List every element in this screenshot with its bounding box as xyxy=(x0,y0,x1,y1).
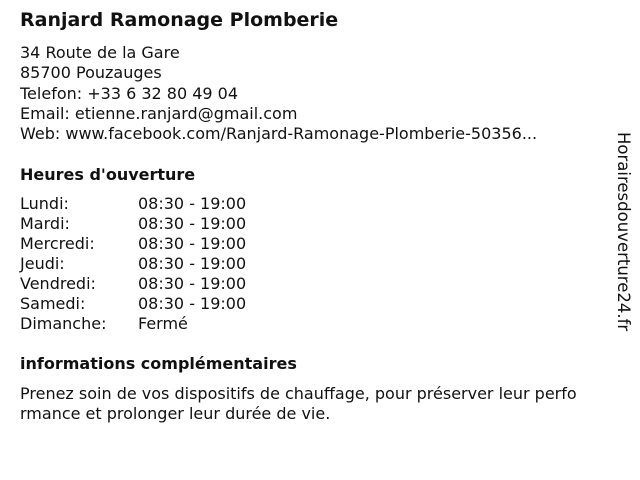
site-watermark xyxy=(613,132,635,346)
day-label: Lundi: xyxy=(20,194,69,213)
time-value: 08:30 - 19:00 xyxy=(138,234,247,253)
opening-hours-heading: Heures d'ouverture xyxy=(20,165,196,184)
hours-row-saturday xyxy=(20,294,246,314)
time-value: Fermé xyxy=(138,314,188,333)
opening-hours-table xyxy=(20,194,246,334)
time-value: 08:30 - 19:00 xyxy=(138,254,247,273)
hours-row-tuesday xyxy=(20,214,246,234)
time-value: 08:30 - 19:00 xyxy=(138,294,247,313)
additional-info-text xyxy=(20,384,620,424)
day-label: Vendredi: xyxy=(20,274,96,293)
hours-row-monday xyxy=(20,194,246,214)
time-value: 08:30 - 19:00 xyxy=(138,194,247,213)
address-city: 85700 Pouzauges xyxy=(20,63,162,83)
day-label: Mardi: xyxy=(20,214,70,233)
day-label: Mercredi: xyxy=(20,234,95,253)
info-line-1: Prenez soin de vos dispositifs de chauffage, pour préserver leur perfo xyxy=(20,384,577,403)
watermark-text: Horairesdouverture24.fr xyxy=(614,132,633,332)
day-label: Jeudi: xyxy=(20,254,65,273)
hours-row-friday xyxy=(20,274,246,294)
info-line-2: rmance et prolonger leur durée de vie. xyxy=(20,404,331,423)
address-street: 34 Route de la Gare xyxy=(20,43,180,62)
phone-line: Telefon: +33 6 32 80 49 04 xyxy=(20,83,239,103)
business-name: Ranjard Ramonage Plomberie xyxy=(20,9,339,31)
additional-info-heading: informations complémentaires xyxy=(20,354,297,373)
hours-row-sunday xyxy=(20,314,246,334)
email-line: Email: etienne.ranjard@gmail.com xyxy=(20,103,298,123)
time-value: 08:30 - 19:00 xyxy=(138,214,247,233)
hours-row-thursday xyxy=(20,254,246,274)
time-value: 08:30 - 19:00 xyxy=(138,274,247,293)
web-line: Web: www.facebook.com/Ranjard-Ramonage-Plomberie-50356... xyxy=(20,124,538,144)
hours-row-wednesday xyxy=(20,234,246,254)
contact-block xyxy=(20,43,537,144)
day-label: Dimanche: xyxy=(20,314,107,333)
day-label: Samedi: xyxy=(20,294,86,313)
